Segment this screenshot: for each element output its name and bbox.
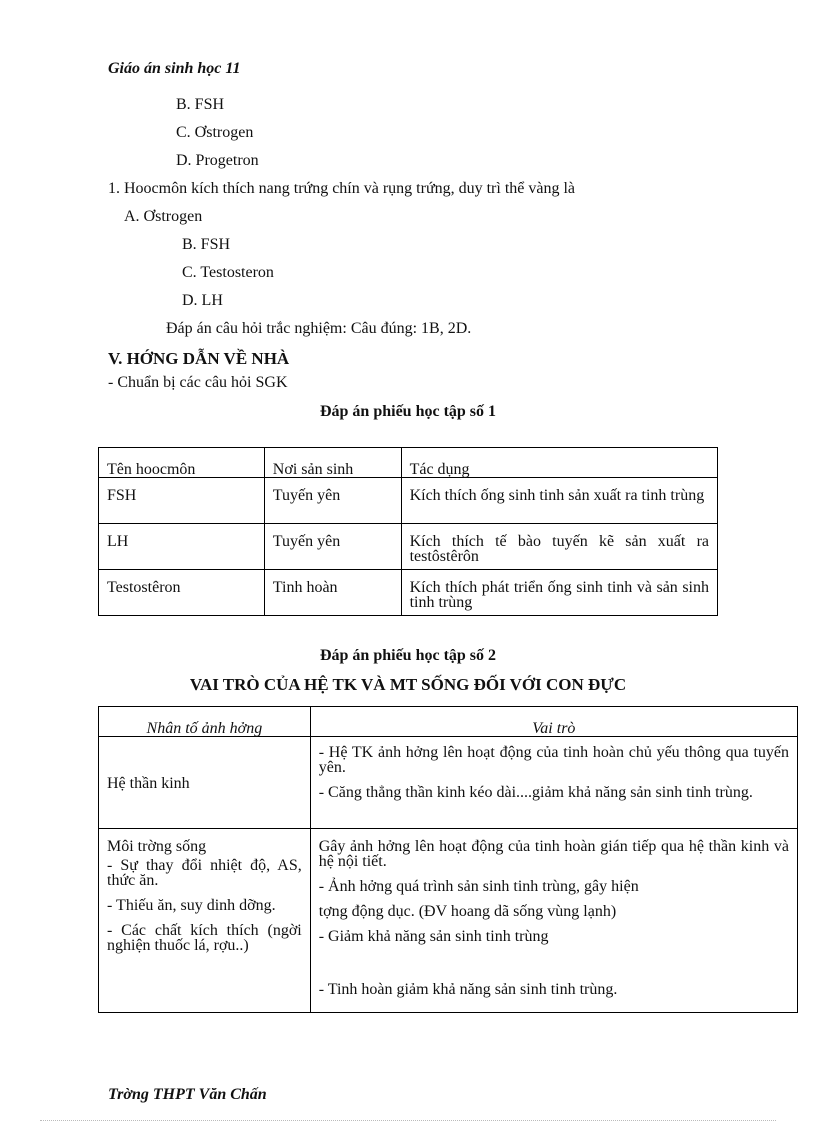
role-cell <box>310 737 797 829</box>
option-b-2: B. FSH <box>182 236 231 253</box>
table-header-row <box>99 448 718 478</box>
role-line: - Căng thẳng thần kinh kéo dài....giảm khả năng sản sinh tinh trùng. <box>318 784 753 801</box>
header-cell: Tác dụng <box>401 448 717 478</box>
table-cell: Tinh hoàn <box>264 570 401 616</box>
footer-school: Trờng THPT Văn Chấn <box>108 1086 267 1103</box>
table-header-row <box>99 707 798 737</box>
option-c-2: C. Testosteron <box>182 264 274 281</box>
sheet-1-table <box>98 447 718 616</box>
table-row <box>99 829 798 1013</box>
section-5-item: - Chuẩn bị các câu hỏi SGK <box>108 374 288 391</box>
header-cell: Vai trò <box>310 707 797 737</box>
table-cell: Kích thích tế bào tuyến kẽ sản xuất ra testôstêrôn <box>401 524 717 570</box>
role-line: tợng động dục. (ĐV hoang dã sống vùng lạnh) <box>318 903 617 920</box>
role-line: - Giảm khả năng sản sinh tinh trùng <box>318 928 549 945</box>
header-cell: Tên hoocmôn <box>99 448 265 478</box>
option-d-1: D. Progetron <box>176 152 259 169</box>
sheet-1-title: Đáp án phiếu học tập số 1 <box>319 403 497 420</box>
sheet-2-title: Đáp án phiếu học tập số 2 <box>319 647 497 664</box>
header-cell: Nhân tố ảnh hởng <box>99 707 311 737</box>
role-line: Gây ảnh hởng lên hoạt động của tinh hoàn gián tiếp qua hệ thần kinh và hệ nội tiết. <box>318 838 789 870</box>
role-cell <box>310 829 797 1013</box>
table-cell: FSH <box>99 478 265 524</box>
option-a-2: A. Ơstrogen <box>124 208 203 225</box>
factor-line: Môi trờng sống <box>107 838 207 855</box>
header-cell: Nơi sản sinh <box>264 448 401 478</box>
option-c-1: C. Ơstrogen <box>176 124 254 141</box>
question-1: 1. Hoocmôn kích thích nang trứng chín và rụng trứng, duy trì thể vàng là <box>108 180 576 197</box>
table-cell: Kích thích phát triển ống sinh tinh và sản sinh tinh trùng <box>401 570 717 616</box>
table-row <box>99 524 718 570</box>
table-cell: Tuyến yên <box>264 524 401 570</box>
table-cell: Tuyến yên <box>264 478 401 524</box>
page-header-title: Giáo án sinh học 11 <box>108 60 241 77</box>
table-cell: Testostêron <box>99 570 265 616</box>
factor-line: - Sự thay đổi nhiệt độ, AS, thức ăn. <box>107 857 302 889</box>
factor-cell <box>99 829 311 1013</box>
answer-line: Đáp án câu hỏi trắc nghiệm: Câu đúng: 1B, 2D. <box>166 320 472 337</box>
option-b-1: B. FSH <box>176 96 225 113</box>
sheet-2-subtitle: VAI TRÒ CỦA HỆ TK VÀ MT SỐNG ĐỐI VỚI CON ĐỰC <box>189 675 627 694</box>
role-line: - Hệ TK ảnh hởng lên hoạt động của tinh hoàn chủ yếu thông qua tuyến yên. <box>318 744 789 776</box>
table-row <box>99 570 718 616</box>
footer-divider <box>40 1120 776 1121</box>
role-line: - Ảnh hởng quá trình sản sinh tinh trùng, gây hiện <box>318 878 639 895</box>
factor-cell: Hệ thần kinh <box>99 737 311 829</box>
section-5-heading: V. HỚNG DẪN VỀ NHÀ <box>108 349 290 368</box>
sheet-2-table <box>98 706 798 1013</box>
role-line: - Tinh hoàn giảm khả năng sản sinh tinh trùng. <box>318 981 618 998</box>
table-cell: Kích thích ống sinh tinh sản xuất ra tinh trùng <box>401 478 717 524</box>
factor-line: - Các chất kích thích (ngời nghiện thuốc lá, rợu..) <box>107 922 302 954</box>
table-row <box>99 478 718 524</box>
option-d-2: D. LH <box>182 292 223 309</box>
factor-line: - Thiếu ăn, suy dinh dỡng. <box>107 897 276 914</box>
table-row <box>99 737 798 829</box>
table-cell: LH <box>99 524 265 570</box>
